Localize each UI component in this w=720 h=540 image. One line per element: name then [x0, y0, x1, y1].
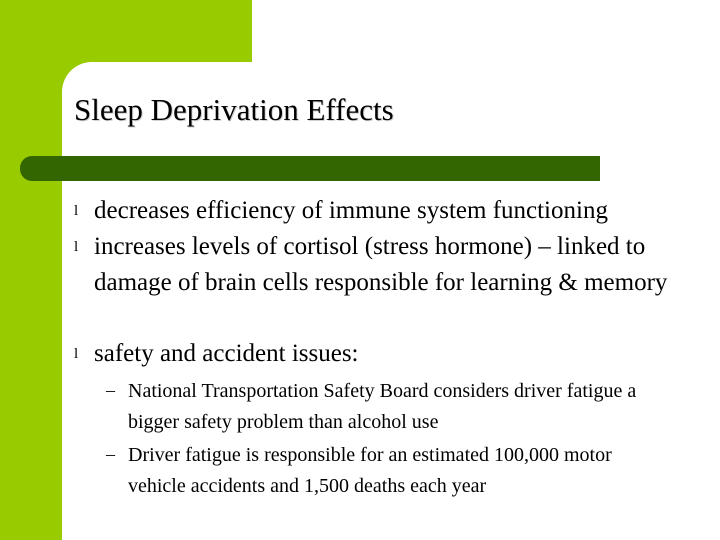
dash-bullet-icon: – — [106, 444, 115, 464]
bullet-icon: l — [74, 203, 79, 219]
slide-title: Sleep Deprivation Effects — [74, 92, 394, 127]
list-item-text: safety and accident issues: — [94, 340, 359, 367]
list-item-text: decreases efficiency of immune system functioning — [94, 197, 608, 224]
bullet-icon: l — [74, 239, 79, 255]
title-underline-bar — [20, 156, 600, 181]
sub-list-item-text: Driver fatigue is responsible for an estimated 100,000 motor vehicle accidents and 1,500 deaths each year — [128, 444, 612, 497]
bullet-icon: l — [74, 346, 79, 362]
list-item-text: increases levels of cortisol (stress hormone) – linked to damage of brain cells responsible for learning & memory — [94, 233, 668, 296]
sub-list-item-text: National Transportation Safety Board considers driver fatigue a bigger safety problem than alcohol use — [128, 380, 637, 433]
dash-bullet-icon: – — [106, 380, 115, 400]
green-left-strip — [0, 0, 62, 540]
